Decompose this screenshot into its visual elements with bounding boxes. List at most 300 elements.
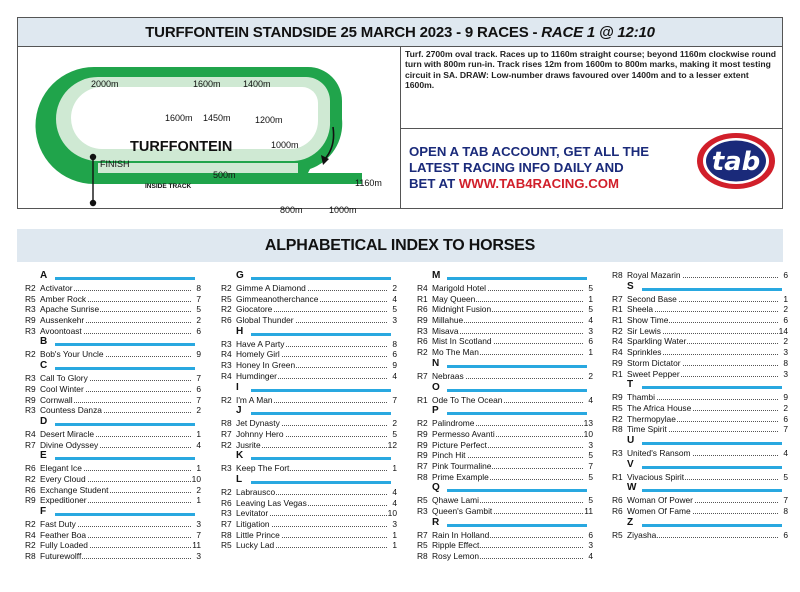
horse-name: Sheela xyxy=(627,304,654,315)
saddle-number: 3 xyxy=(387,519,397,530)
race-number: R1 xyxy=(417,293,428,304)
horse-entry xyxy=(415,395,593,406)
race-number: R9 xyxy=(417,439,428,450)
horse-name: Litigation xyxy=(236,519,270,529)
saddle-number: 10 xyxy=(583,428,593,439)
horse-entry xyxy=(23,304,201,315)
index-column-4 xyxy=(610,270,788,540)
horse-entry xyxy=(219,418,397,429)
race-number: R9 xyxy=(25,394,36,405)
horse-name: Gimme A Diamond xyxy=(236,283,306,293)
race-number: R6 xyxy=(25,484,36,495)
marker-500m: 500m xyxy=(213,170,236,180)
horse-entry xyxy=(219,304,397,315)
horse-entry xyxy=(415,530,593,541)
horse-name: May Queen xyxy=(432,293,476,304)
marker-1600m-top: 1600m xyxy=(193,79,221,89)
race-number: R3 xyxy=(221,463,232,474)
horse-name: Marigold Hotel xyxy=(432,283,486,293)
horse-name: Queen's Gambit xyxy=(432,506,493,516)
letter-underline xyxy=(447,524,587,527)
horse-name: Divine Odyssey xyxy=(40,439,99,450)
ad-line-3 xyxy=(409,176,649,192)
marker-1000m-bottom: 1000m xyxy=(329,205,357,215)
saddle-number: 8 xyxy=(778,506,788,517)
horse-entry xyxy=(610,506,788,517)
letter-underline xyxy=(447,489,587,492)
letter-underline xyxy=(55,277,195,280)
saddle-number: 1 xyxy=(583,294,593,305)
horse-name: Cornwall xyxy=(40,394,73,405)
horse-entry xyxy=(415,450,593,461)
horse-entry xyxy=(219,463,397,474)
saddle-number: 8 xyxy=(387,339,397,350)
race-number: R2 xyxy=(612,413,623,424)
letter-underline xyxy=(447,412,587,415)
horse-entry xyxy=(219,294,397,305)
saddle-number: 8 xyxy=(191,283,201,294)
marker-2000m: 2000m xyxy=(91,79,119,89)
letter-heading xyxy=(610,435,788,448)
letter-heading xyxy=(219,405,397,418)
horse-name: Second Base xyxy=(627,293,677,304)
horse-entry xyxy=(23,315,201,326)
saddle-number: 6 xyxy=(583,530,593,541)
marker-1600m-inner: 1600m xyxy=(165,113,193,123)
horse-name: Little Prince xyxy=(236,529,280,540)
race-number: R6 xyxy=(612,506,623,516)
race-number: R3 xyxy=(25,325,36,336)
title-bar xyxy=(18,18,782,47)
horse-name: Royal Mazarin xyxy=(627,270,681,280)
race-number: R9 xyxy=(417,450,428,461)
horse-name: Call To Glory xyxy=(40,373,88,384)
horse-name: Thermopylae xyxy=(627,413,676,424)
race-number: R7 xyxy=(417,529,428,540)
saddle-number: 1 xyxy=(387,540,397,551)
saddle-number: 2 xyxy=(191,485,201,496)
horse-entry xyxy=(610,530,788,541)
saddle-number: 7 xyxy=(191,373,201,384)
horse-name: Ripple Effect xyxy=(432,540,480,551)
horse-entry xyxy=(219,498,397,509)
horse-name: Labrausco xyxy=(236,486,276,497)
index-column-3 xyxy=(415,270,593,562)
horse-entry xyxy=(415,347,593,358)
saddle-number: 2 xyxy=(387,418,397,429)
letter-heading xyxy=(610,482,788,495)
letter-underline xyxy=(447,365,587,368)
horse-name: Levitator xyxy=(236,508,269,519)
horse-entry xyxy=(610,358,788,369)
letter-underline xyxy=(642,442,782,445)
horse-entry xyxy=(610,270,788,281)
horse-entry xyxy=(415,336,593,347)
race-number: R4 xyxy=(612,347,623,358)
race-number: R3 xyxy=(612,447,623,458)
horse-entry xyxy=(610,347,788,358)
letter-label: S xyxy=(627,280,634,292)
horse-name: Cool Winter xyxy=(40,383,84,394)
horse-name: Aussenkehr xyxy=(40,315,85,326)
race-number: R2 xyxy=(221,486,232,497)
saddle-number: 10 xyxy=(387,508,397,519)
letter-heading xyxy=(219,474,397,487)
horse-entry xyxy=(23,495,201,506)
horse-name: Feather Boa xyxy=(40,529,87,540)
race-number: R9 xyxy=(25,315,36,326)
letter-heading xyxy=(415,382,593,395)
race-number: R6 xyxy=(417,304,428,315)
saddle-number: 7 xyxy=(778,424,788,435)
horse-name: Sprinkles xyxy=(627,347,662,358)
horse-name: Pink Tourmaline xyxy=(432,460,492,471)
saddle-number: 6 xyxy=(778,530,788,541)
saddle-number: 6 xyxy=(191,384,201,395)
letter-label: P xyxy=(432,405,439,417)
saddle-number: 2 xyxy=(191,315,201,326)
saddle-number: 1 xyxy=(191,429,201,440)
marker-1160m: 1160m xyxy=(355,178,382,188)
horse-name: Bob's Your Uncle xyxy=(40,349,104,360)
horse-name: Woman Of Power xyxy=(627,495,693,506)
race-number: R6 xyxy=(612,495,623,506)
horse-entry xyxy=(415,495,593,506)
race-number: R7 xyxy=(417,370,428,381)
race-number: R2 xyxy=(221,304,232,315)
saddle-number: 6 xyxy=(191,326,201,337)
letter-label: W xyxy=(627,482,637,494)
letter-label: O xyxy=(432,381,440,393)
standside-track-label: STANDSIDE TRACK xyxy=(138,195,200,202)
horse-entry xyxy=(415,472,593,483)
race-number: R8 xyxy=(25,551,36,562)
saddle-number: 5 xyxy=(583,283,593,294)
saddle-number: 5 xyxy=(387,429,397,440)
race-number: R6 xyxy=(221,315,232,326)
race-number: R6 xyxy=(25,463,36,474)
letter-underline xyxy=(251,389,391,392)
race-number: R3 xyxy=(221,338,232,349)
race-number: R2 xyxy=(417,418,428,429)
horse-entry xyxy=(23,326,201,337)
saddle-number: 6 xyxy=(778,414,788,425)
horse-name: Leaving Las Vegas xyxy=(236,497,307,508)
saddle-number: 13 xyxy=(583,418,593,429)
horse-entry xyxy=(610,294,788,305)
letter-label: Z xyxy=(627,516,634,528)
horse-name: Apache Sunrise xyxy=(40,304,100,315)
race-number: R9 xyxy=(25,495,36,506)
horse-entry xyxy=(610,336,788,347)
saddle-number: 1 xyxy=(191,463,201,474)
saddle-number: 3 xyxy=(191,551,201,562)
horse-name: Johnny Hero xyxy=(236,428,284,439)
saddle-number: 3 xyxy=(583,440,593,451)
race-number: R8 xyxy=(221,418,232,429)
saddle-number: 9 xyxy=(387,360,397,371)
saddle-number: 6 xyxy=(583,336,593,347)
horse-entry xyxy=(23,373,201,384)
track-description: Turf. 2700m oval track. Races up to 1160m straight course; beyond 1160m clockwise round turn with 800m run-in. Track rises 12m from 1600m to 800m marks, making it most testing circuit in SA. DRAW: Low-number draws favoured over 1400m and to a lesser extent 1600m. xyxy=(405,49,776,91)
saddle-number: 6 xyxy=(387,349,397,360)
saddle-number: 7 xyxy=(778,495,788,506)
horse-name: Desert Miracle xyxy=(40,428,94,439)
saddle-number: 3 xyxy=(778,347,788,358)
horse-name: Mist In Scotland xyxy=(432,336,492,347)
horse-entry xyxy=(610,326,788,337)
horse-name: Avoontoast xyxy=(40,325,82,336)
horse-name: Every Cloud xyxy=(40,473,86,484)
race-number: R8 xyxy=(221,529,232,540)
letter-label: D xyxy=(40,415,48,427)
letter-underline xyxy=(642,466,782,469)
letter-label: I xyxy=(236,381,239,393)
race-number: R5 xyxy=(221,540,232,551)
letter-underline xyxy=(251,412,391,415)
race-number: R4 xyxy=(221,370,232,381)
race-number: R4 xyxy=(221,349,232,360)
letter-heading xyxy=(415,270,593,283)
horse-name: Ziyasha xyxy=(627,529,657,540)
race-number: R3 xyxy=(25,304,36,315)
saddle-number: 4 xyxy=(778,448,788,459)
saddle-number: 2 xyxy=(778,403,788,414)
letter-label: J xyxy=(236,405,242,417)
horse-name: Midnight Fusion xyxy=(432,304,492,315)
marker-1400m-top: 1400m xyxy=(243,79,271,89)
race-number: R5 xyxy=(417,540,428,551)
race-number: R5 xyxy=(417,495,428,506)
horse-entry xyxy=(219,530,397,541)
horse-entry xyxy=(415,315,593,326)
race-number: R7 xyxy=(25,439,36,450)
race-number: R2 xyxy=(417,347,428,358)
letter-label: R xyxy=(432,516,440,528)
saddle-number: 5 xyxy=(778,472,788,483)
race-number: R8 xyxy=(612,270,623,280)
letter-label: V xyxy=(627,458,634,470)
saddle-number: 5 xyxy=(583,495,593,506)
letter-heading xyxy=(219,326,397,339)
race-number: R3 xyxy=(417,325,428,336)
race-number: R1 xyxy=(612,304,623,315)
saddle-number: 8 xyxy=(778,358,788,369)
letter-underline xyxy=(642,524,782,527)
finish-post-top xyxy=(90,154,96,160)
race-number: R3 xyxy=(25,405,36,416)
tab-website-link[interactable]: WWW.TAB4RACING.COM xyxy=(458,176,619,191)
race-number: R2 xyxy=(612,325,623,336)
tab-advert xyxy=(409,144,649,192)
horse-entry xyxy=(23,551,201,562)
race-number: R1 xyxy=(612,471,623,482)
letter-underline xyxy=(447,277,587,280)
horse-entry xyxy=(219,440,397,451)
horse-name: Lucky Lad xyxy=(236,540,275,551)
letter-underline xyxy=(55,457,195,460)
letter-heading xyxy=(415,482,593,495)
saddle-number: 1 xyxy=(387,463,397,474)
race-number: R8 xyxy=(417,551,428,562)
horse-entry xyxy=(23,294,201,305)
race-number: R1 xyxy=(612,315,623,326)
race-number: R5 xyxy=(612,529,623,540)
letter-label: B xyxy=(40,336,48,348)
saddle-number: 6 xyxy=(778,315,788,326)
saddle-number: 3 xyxy=(778,369,788,380)
horse-name: Rosy Lemon xyxy=(432,551,480,562)
horse-entry xyxy=(610,472,788,483)
saddle-number: 7 xyxy=(191,395,201,406)
saddle-number: 5 xyxy=(583,304,593,315)
marker-1200m: 1200m xyxy=(255,115,283,125)
ad-line-1: OPEN A TAB ACCOUNT, GET ALL THE xyxy=(409,144,650,159)
saddle-number: 5 xyxy=(191,304,201,315)
saddle-number: 11 xyxy=(584,506,593,516)
race-number: R9 xyxy=(25,383,36,394)
race-number: R3 xyxy=(25,373,36,384)
horse-entry xyxy=(415,418,593,429)
horse-entry xyxy=(415,429,593,440)
saddle-number: 10 xyxy=(191,473,201,484)
letter-heading xyxy=(610,379,788,392)
horse-entry xyxy=(23,440,201,451)
horse-name: Have A Party xyxy=(236,338,285,349)
horse-entry xyxy=(219,487,397,498)
horse-name: Futurewolff xyxy=(40,551,82,562)
race-number: R8 xyxy=(417,471,428,482)
horse-name: Vivacious Spirit xyxy=(627,471,685,482)
saddle-number: 4 xyxy=(583,395,593,406)
horse-entry xyxy=(415,540,593,551)
saddle-number: 4 xyxy=(387,487,397,498)
horse-name: Rain In Holland xyxy=(432,529,490,540)
letter-underline xyxy=(642,386,782,389)
inside-track-label: INSIDE TRACK xyxy=(145,183,192,190)
race-number: R6 xyxy=(221,497,232,508)
horse-name: Jet Dynasty xyxy=(236,418,280,429)
race-number: R7 xyxy=(221,519,232,529)
horse-entry xyxy=(23,519,201,530)
horse-entry xyxy=(219,371,397,382)
saddle-number: 4 xyxy=(387,294,397,305)
horse-name: Expeditioner xyxy=(40,495,87,506)
saddle-number: 2 xyxy=(778,336,788,347)
tab-logo xyxy=(695,130,777,192)
ad-line-3-prefix: BET AT xyxy=(409,176,459,191)
title-race: RACE 1 @ 12:10 xyxy=(541,23,655,41)
horse-entry xyxy=(219,395,397,406)
horse-name: Mo The Man xyxy=(432,347,479,358)
horse-entry xyxy=(23,283,201,294)
race-card-header-box xyxy=(17,17,783,215)
race-number: R2 xyxy=(25,519,36,529)
index-column-1 xyxy=(23,270,201,562)
race-number: R2 xyxy=(221,394,232,405)
tab-logo-text: tab xyxy=(711,147,761,177)
race-number: R5 xyxy=(221,293,232,304)
finish-label: FINISH xyxy=(100,159,130,169)
race-number: R4 xyxy=(417,283,428,293)
saddle-number: 3 xyxy=(583,326,593,337)
track-map-panel xyxy=(18,47,400,215)
horse-entry xyxy=(219,519,397,530)
letter-label: A xyxy=(40,270,48,281)
horse-name: Exchange Student xyxy=(40,484,109,495)
horse-entry xyxy=(219,315,397,326)
race-number: R9 xyxy=(612,392,623,403)
horse-entry xyxy=(219,339,397,350)
letter-heading xyxy=(415,405,593,418)
horse-name: United's Ransom xyxy=(627,447,691,458)
letter-underline xyxy=(251,457,391,460)
race-number: R2 xyxy=(25,473,36,484)
horse-name: Sweet Pepper xyxy=(627,368,680,379)
horse-name: Time Spirit xyxy=(627,424,667,435)
saddle-number: 9 xyxy=(778,392,788,403)
horse-entry xyxy=(415,283,593,294)
race-number: R7 xyxy=(221,428,232,439)
race-number: R7 xyxy=(612,293,623,304)
horse-name: Nebraas xyxy=(432,370,464,381)
horse-name: Global Thunder xyxy=(236,315,294,326)
letter-label: F xyxy=(40,506,47,517)
info-panel xyxy=(400,47,782,208)
race-number: R9 xyxy=(417,428,428,439)
race-number: R9 xyxy=(417,315,428,326)
horse-entry xyxy=(415,440,593,451)
horse-name: Sparkling Water xyxy=(627,336,687,347)
horse-entry xyxy=(219,360,397,371)
horse-entry xyxy=(23,395,201,406)
horse-name: Amber Rock xyxy=(40,293,87,304)
horse-name: Activator xyxy=(40,283,73,293)
saddle-number: 2 xyxy=(583,371,593,382)
info-divider xyxy=(401,128,783,129)
saddle-number: 12 xyxy=(387,439,397,450)
race-number: R2 xyxy=(221,283,232,293)
horse-name: Prime Example xyxy=(432,471,489,482)
letter-heading xyxy=(610,281,788,294)
horse-name: Sir Lewis xyxy=(627,325,661,336)
race-number: R2 xyxy=(25,349,36,360)
horse-entry xyxy=(610,448,788,459)
saddle-number: 4 xyxy=(387,371,397,382)
track-map xyxy=(18,47,400,215)
horse-entry xyxy=(610,369,788,380)
horse-entry xyxy=(219,283,397,294)
race-number: R6 xyxy=(417,336,428,347)
race-number: R5 xyxy=(612,402,623,413)
horse-entry xyxy=(23,474,201,485)
horse-entry xyxy=(219,508,397,519)
race-number: R4 xyxy=(25,529,36,540)
letter-underline xyxy=(251,333,391,336)
saddle-number: 11 xyxy=(192,540,201,551)
ad-line-2: LATEST RACING INFO DAILY AND xyxy=(409,160,624,175)
horse-name: Homely Girl xyxy=(236,349,280,360)
horse-entry xyxy=(610,424,788,435)
letter-heading xyxy=(610,517,788,530)
letter-underline xyxy=(642,288,782,291)
horse-name: Countess Danza xyxy=(40,405,102,416)
letter-underline xyxy=(251,277,391,280)
track-name: TURFFONTEIN xyxy=(130,139,233,155)
horse-entry xyxy=(415,461,593,472)
horse-name: I'm A Man xyxy=(236,394,273,405)
horse-entry xyxy=(415,294,593,305)
